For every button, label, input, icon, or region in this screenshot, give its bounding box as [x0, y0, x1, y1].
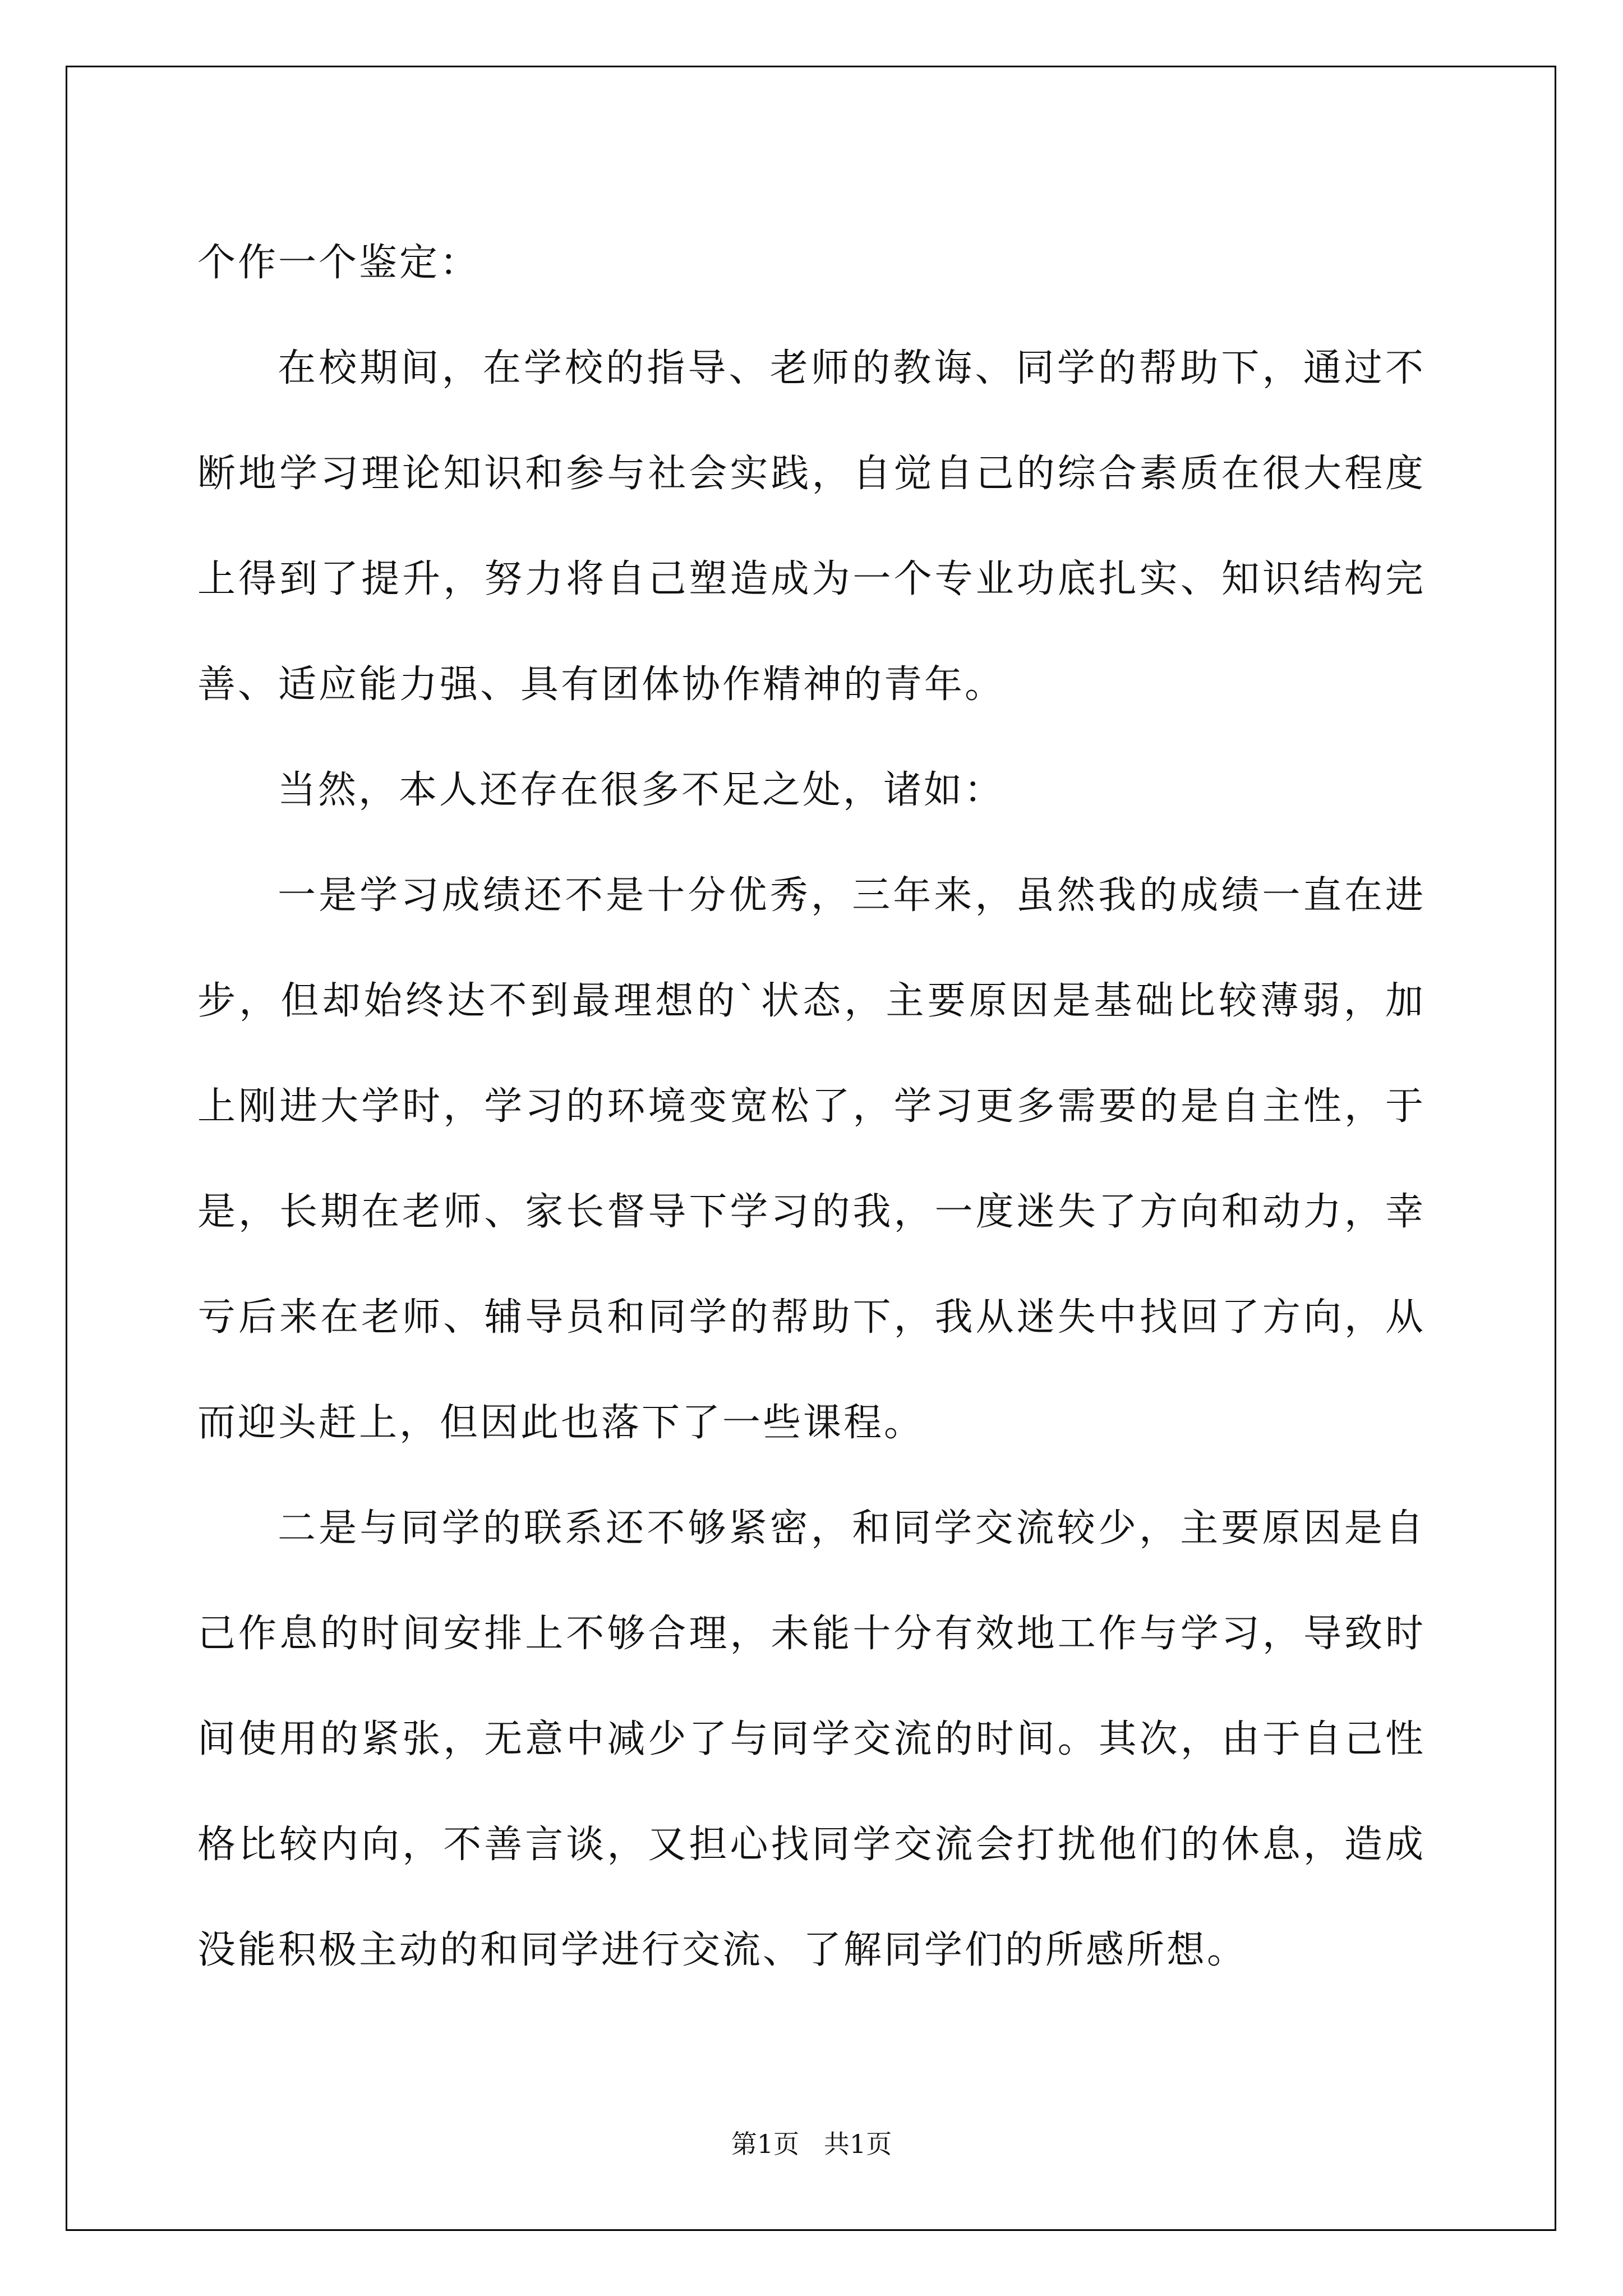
paragraph-4: 一是学习成绩还不是十分优秀，三年来，虽然我的成绩一直在进步，但却始终达不到最理想的`状态，主要原因是基础比较薄弱，加上刚进大学时，学习的环境变宽松了，学习更多需要的是自主性，于是，长期在老师、家长督导下学习的我，一度迷失了方向和动力，幸亏后来在老师、辅导员和同学的帮助下，我从迷失中找回了方向，从而迎头赶上，但因此也落下了一些课程。 — [197, 873, 1426, 1445]
paragraph-2: 在校期间，在学校的指导、老师的教诲、同学的帮助下，通过不断地学习理论知识和参与社会实践，自觉自己的综合素质在很大程度上得到了提升，努力将自己塑造成为一个专业功底扎实、知识结构完善、适应能力强、具有团体协作精神的青年。 — [197, 346, 1426, 707]
document-body — [197, 210, 1426, 2003]
paragraph-1: 个作一个鉴定： — [197, 241, 481, 285]
page-footer: 第1页 共1页 — [731, 2129, 892, 2159]
paragraph-5: 二是与同学的联系还不够紧密，和同学交流较少，主要原因是自己作息的时间安排上不够合理，未能十分有效地工作与学习，导致时间使用的紧张，无意中减少了与同学交流的时间。其次，由于自己性格比较内向，不善言谈，又担心找同学交流会打扰他们的休息，造成没能积极主动的和同学进行交流、了解同学们的所感所想。 — [197, 1506, 1426, 1972]
paragraph-3: 当然，本人还存在很多不足之处，诸如： — [278, 768, 1005, 812]
